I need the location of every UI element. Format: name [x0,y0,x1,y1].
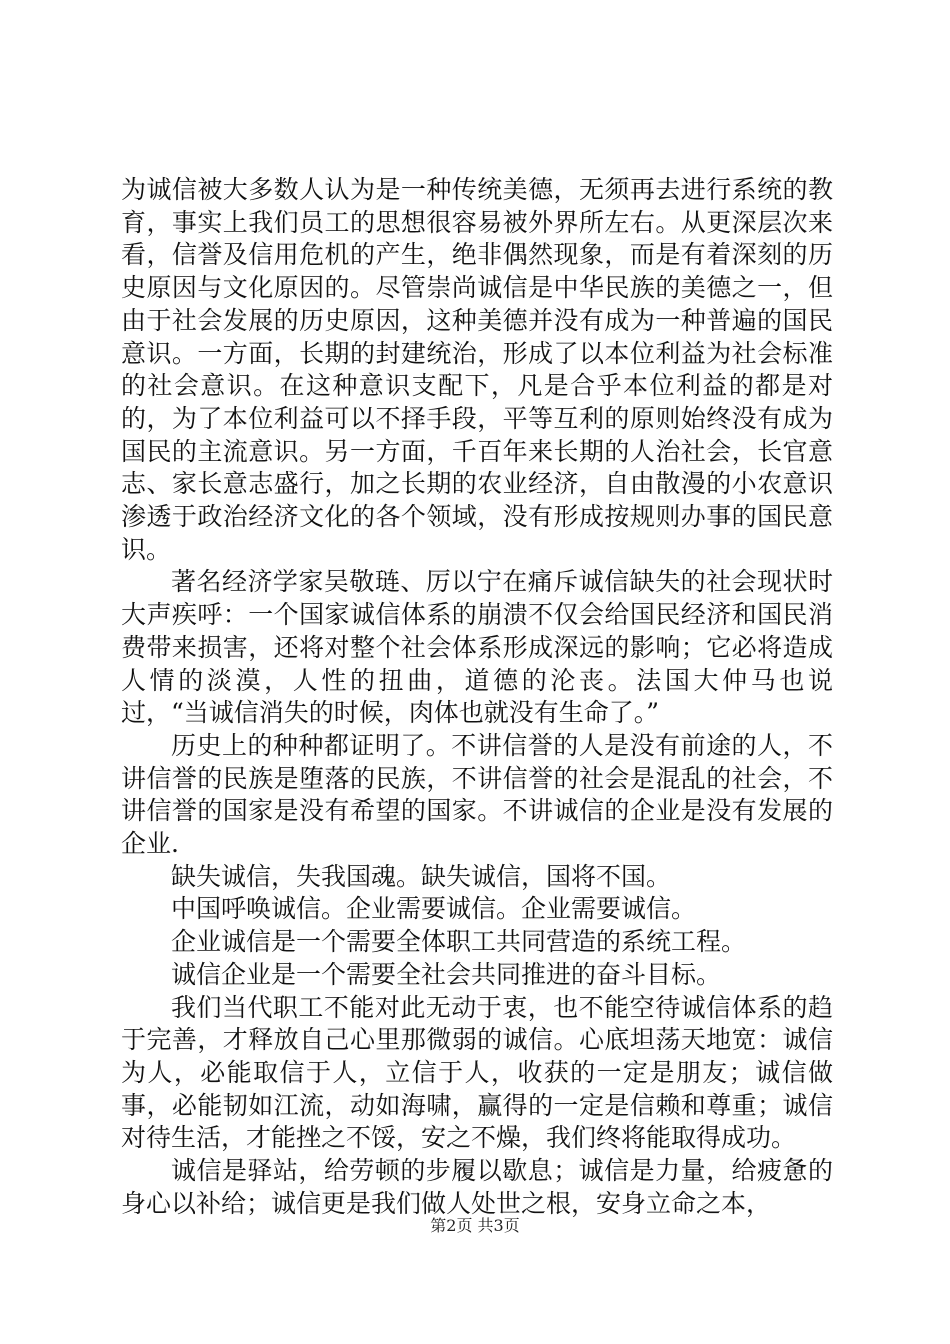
paragraph-9: 诚信是驿站，给劳顿的步履以歇息；诚信是力量，给疲惫的身心以补给；诚信更是我们做人处世之根，安身立命之本， [121,1156,833,1218]
paragraph-4: 缺失诚信，失我国魂。缺失诚信，国将不国。 [171,861,672,891]
paragraph-8: 我们当代职工不能对此无动于衷，也不能空待诚信体系的趋于完善，才释放自己心里那微弱的诚信。心底坦荡天地宽：诚信为人，必能取信于人，立信于人，收获的一定是朋友；诚信做事，必能韧如江流，动如海啸，赢得的一定是信赖和尊重；诚信对待生活，才能挫之不馁，安之不燥，我们终将能取得成功。 [121,992,833,1153]
page-number-footer: 第2页 共3页 [430,1216,520,1235]
paragraph-3: 历史上的种种都证明了。不讲信誉的人是没有前途的人，不讲信誉的民族是堕落的民族，不讲信誉的社会是混乱的社会，不讲信誉的国家是没有希望的国家。不讲诚信的企业是没有发展的企业. [121,730,833,859]
paragraph-5: 中国呼唤诚信。企业需要诚信。企业需要诚信。 [171,894,697,924]
document-body [121,174,833,1221]
paragraph-1: 为诚信被大多数人认为是一种传统美德，无须再去进行系统的教育，事实上我们员工的思想很容易被外界所左右。从更深层次来看，信誉及信用危机的产生，绝非偶然现象，而是有着深刻的历史原因与文化原因的。尽管崇尚诚信是中华民族的美德之一，但由于社会发展的历史原因，这种美德并没有成为一种普遍的国民意识。一方面，长期的封建统治，形成了以本位利益为社会标准的社会意识。在这种意识支配下，凡是合乎本位利益的都是对的，为了本位利益可以不择手段，平等互利的原则始终没有成为国民的主流意识。另一方面，千百年来长期的人治社会，长官意志、家长意志盛行，加之长期的农业经济，自由散漫的小农意识渗透于政治经济文化的各个领域，没有形成按规则办事的国民意识。 [121,175,833,564]
paragraph-6: 企业诚信是一个需要全体职工共同营造的系统工程。 [171,927,747,957]
paragraph-7: 诚信企业是一个需要全社会共同推进的奋斗目标。 [171,959,722,989]
paragraph-2: 著名经济学家吴敬琏、厉以宁在痛斥诚信缺失的社会现状时大声疾呼：一个国家诚信体系的崩溃不仅会给国民经济和国民消费带来损害，还将对整个社会体系形成深远的影响；它必将造成人情的淡漠，人性的扭曲，道德的沦丧。法国大仲马也说过，“当诚信消失的时候，肉体也就没有生命了。” [121,567,833,728]
